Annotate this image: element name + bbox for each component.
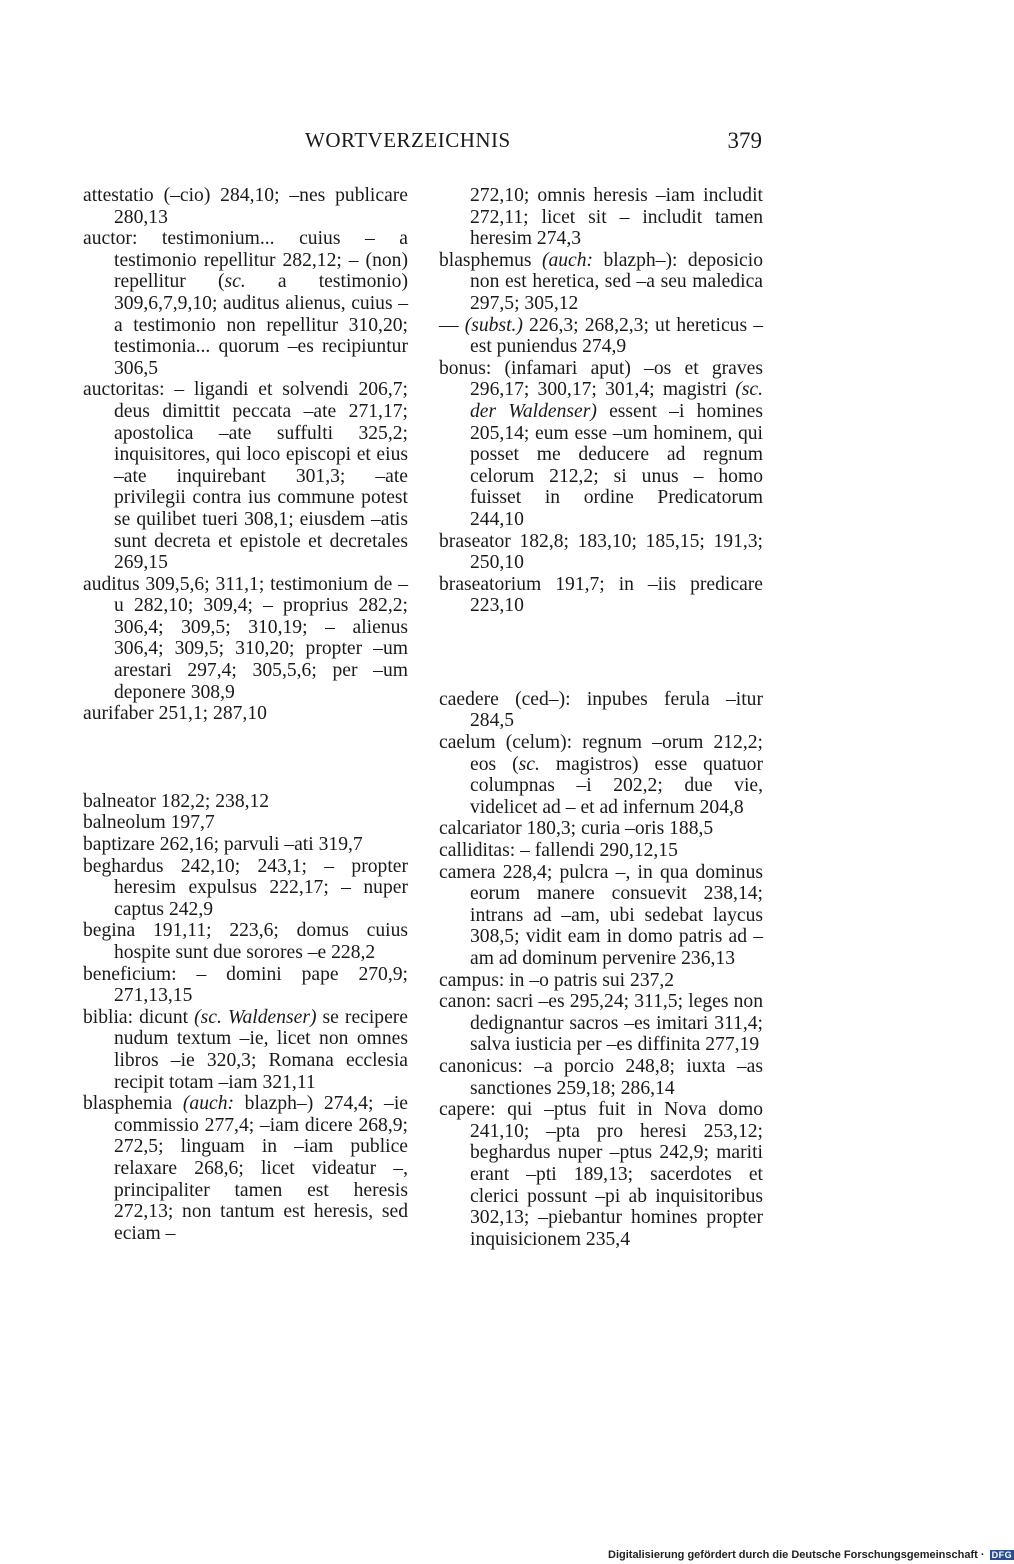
running-title: WORTVERZEICHNIS — [305, 128, 511, 152]
index-entry: canon: sacri –es 295,24; 311,5; leges non dedignantur sacros –es imitari 311,4; salva iusticia per –es diffinita 277,19 — [439, 991, 763, 1056]
index-entry: auditus 309,5,6; 311,1; testimonium de –u 282,10; 309,4; – proprius 282,2; 306,4; 309,5; 310,19; – alienus 306,4; 309,5; 310,20; propter –um arestari 297,4; 305,5,6; per –um deponere 308,9 — [83, 573, 408, 703]
index-entry: balneator 182,2; 238,12 — [83, 790, 270, 812]
credit-text: Digitalisierung gefördert durch die Deutsche Forschungsgemeinschaft · — [608, 1549, 985, 1561]
index-entry: auctor: testimonium... cuius – a testimonio repellitur 282,12; – (non) repellitur (sc. a testimonio) 309,6,7,9,10; auditus alienus, cuius – a testimonio non repellitur 310,20; testimonia... quorum –es recipiuntur 306,5 — [83, 228, 408, 379]
index-entry: caelum (celum): regnum –orum 212,2; eos (sc. magistros) esse quatuor columpnas –i 202,2; due vie, videlicet ad – et ad infernum 204,8 — [439, 732, 763, 818]
index-entry: braseatorium 191,7; in –iis predicare 223,10 — [439, 573, 763, 617]
digitization-credit — [608, 1549, 1014, 1561]
index-column-right — [439, 185, 763, 1250]
index-entry: — (subst.) 226,3; 268,2,3; ut hereticus – est puniendus 274,9 — [439, 314, 763, 358]
index-entry: canonicus: –a porcio 248,8; iuxta –as sanctiones 259,18; 286,14 — [439, 1055, 763, 1099]
index-entry: beghardus 242,10; 243,1; – propter heresim expulsus 222,17; – nuper captus 242,9 — [83, 855, 408, 920]
index-entry: bonus: (infamari aput) –os et graves 296,17; 300,17; 301,4; magistri (sc. der Waldenser) essent –i homines 205,14; eum esse –um hominem, qui posset me deducere ad regnum celorum 212,2; si unus – homo fuisset in ordine Predicatorum 244,10 — [439, 357, 764, 530]
index-entry: beneficium: – domini pape 270,9; 271,13,15 — [83, 963, 408, 1007]
index-entry: baptizare 262,16; parvuli –ati 319,7 — [83, 834, 363, 856]
index-column-left — [83, 185, 408, 1244]
index-entry: biblia: dicunt (sc. Waldenser) se recipere nudum textum –ie, licet non omnes libros –ie 320,3; Romana ecclesia recipit totam –iam 321,11 — [83, 1006, 408, 1093]
index-entry: aurifaber 251,1; 287,10 — [83, 703, 267, 725]
index-entry-continuation: 272,10; omnis heresis –iam includit 272,11; licet sit – includit tamen heresim 274,3 — [470, 185, 763, 250]
index-entry: calliditas: – fallendi 290,12,15 — [439, 840, 678, 862]
index-entry: braseator 182,8; 183,10; 185,15; 191,3; 250,10 — [439, 530, 763, 574]
index-entry: begina 191,11; 223,6; domus cuius hospite sunt due sorores –e 228,2 — [83, 920, 408, 963]
index-entry: balneolum 197,7 — [83, 812, 215, 834]
page-number: 379 — [727, 128, 762, 153]
index-entry: campus: in –o patris sui 237,2 — [439, 969, 675, 991]
letter-section-gap — [83, 725, 408, 791]
index-entry: caedere (ced–): inpubes ferula –itur 284,5 — [439, 688, 763, 732]
letter-section-gap — [439, 617, 763, 689]
page-header — [305, 128, 762, 158]
index-entry: calcariator 180,3; curia –oris 188,5 — [439, 818, 714, 840]
index-entry: camera 228,4; pulcra –, in qua dominus eorum manere consuevit 238,14; intrans ad –am, ubi sedebat laycus 308,5; vidit eam in domo patris ad –am ad dominum pervenire 236,13 — [439, 861, 763, 969]
dfg-logo-icon: DFG — [991, 1550, 1013, 1561]
index-entry: capere: qui –ptus fuit in Nova domo 241,10; –pta pro heresi 253,12; beghardus nuper –ptus 242,9; mariti erant –pti 189,13; sacerdotes et clerici possunt –pi ab inquisitoribus 302,13; –piebantur homines propter inquisicionem 235,4 — [439, 1099, 763, 1250]
index-entry: blasphemus (auch: blazph–): deposicio non est heretica, sed –a seu maledica 297,5; 305,12 — [439, 249, 763, 314]
index-entry: blasphemia (auch: blazph–) 274,4; –ie commissio 277,4; –iam dicere 268,9; 272,5; linguam in –iam publice relaxare 268,6; licet videatur –, principaliter tamen est heresis 272,13; non tantum est heresis, sed eciam – — [83, 1093, 408, 1244]
index-entry: auctoritas: – ligandi et solvendi 206,7; deus dimittit peccata –ate 271,17; apostolica –ate suffulti 325,2; inquisitores, qui loco episcopi et eius –ate inquirebant 301,3; –ate privilegii contra ius commune potest se quilibet tueri 308,1; eiusdem –atis sunt decreta et epistole et decretales 269,15 — [83, 379, 408, 574]
index-entry: attestatio (–cio) 284,10; –nes publicare 280,13 — [83, 185, 408, 228]
